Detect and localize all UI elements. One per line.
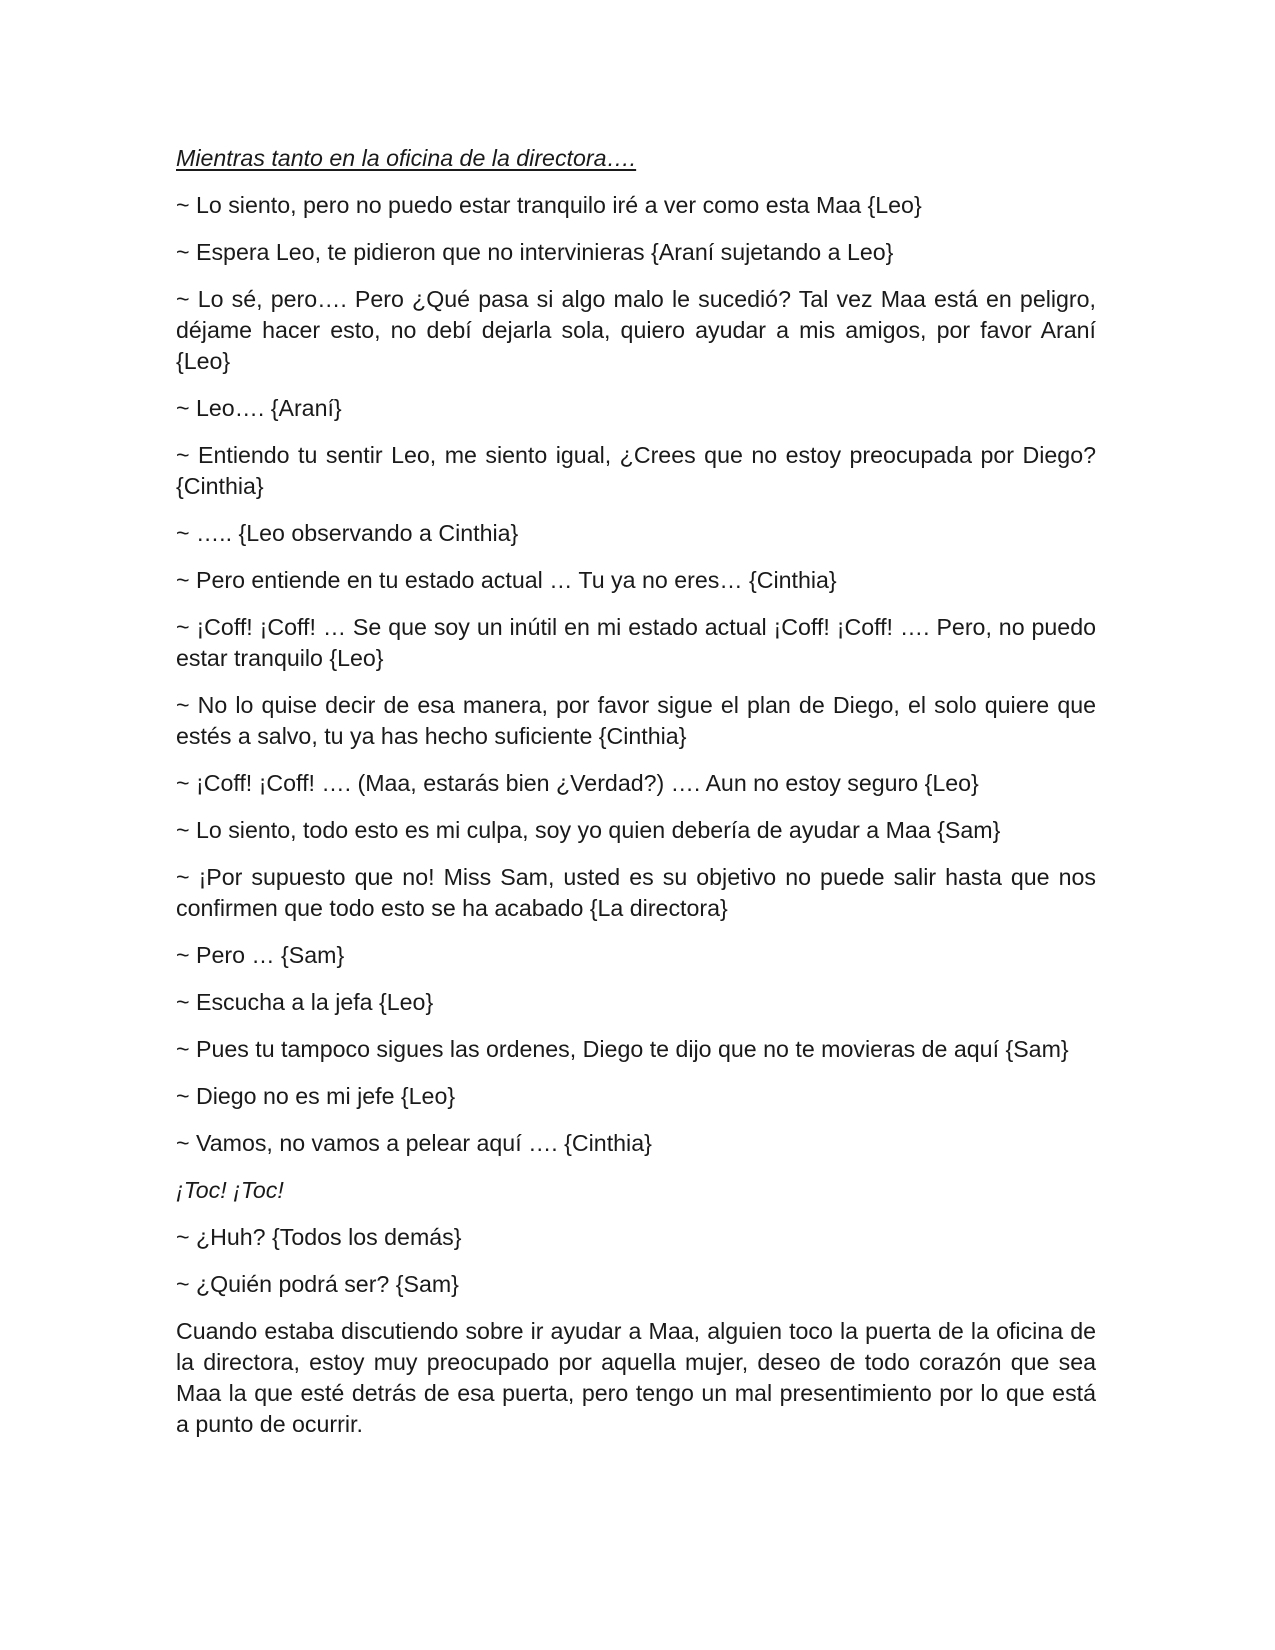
dialogue-line-3: ~ Lo sé, pero…. Pero ¿Qué pasa si algo malo le sucedió? Tal vez Maa está en peligro, déjame hacer esto, no debí dejarla sola, quiero ayudar a mis amigos, por favor Araní {Leo} xyxy=(176,286,1096,374)
dialogue-line-19: ~ ¿Quién podrá ser? {Sam} xyxy=(176,1271,459,1297)
dialogue-line-16: ~ Diego no es mi jefe {Leo} xyxy=(176,1083,456,1109)
scene-heading: Mientras tanto en la oficina de la directora…. xyxy=(176,145,637,171)
dialogue-line-17: ~ Vamos, no vamos a pelear aquí …. {Cinthia} xyxy=(176,1130,652,1156)
dialogue-line-1: ~ Lo siento, pero no puedo estar tranquilo iré a ver como esta Maa {Leo} xyxy=(176,192,922,218)
dialogue-line-4: ~ Leo…. {Araní} xyxy=(176,395,342,421)
closing-paragraph: Cuando estaba discutiendo sobre ir ayudar a Maa, alguien toco la puerta de la oficina de la directora, estoy muy preocupado por aquella mujer, deseo de todo corazón que sea Maa la que esté detrás de esa puerta, pero tengo un mal presentimiento por lo que está a punto de ocurrir. xyxy=(176,1318,1096,1437)
dialogue-line-15: ~ Pues tu tampoco sigues las ordenes, Diego te dijo que no te movieras de aquí {Sam} xyxy=(176,1036,1069,1062)
dialogue-line-9: ~ No lo quise decir de esa manera, por favor sigue el plan de Diego, el solo quiere que estés a salvo, tu ya has hecho suficiente {Cinthia} xyxy=(176,692,1096,749)
dialogue-line-14: ~ Escucha a la jefa {Leo} xyxy=(176,989,434,1015)
dialogue-line-6: ~ ….. {Leo observando a Cinthia} xyxy=(176,520,519,546)
dialogue-line-11: ~ Lo siento, todo esto es mi culpa, soy yo quien debería de ayudar a Maa {Sam} xyxy=(176,817,1001,843)
dialogue-line-7: ~ Pero entiende en tu estado actual … Tu ya no eres… {Cinthia} xyxy=(176,567,837,593)
dialogue-line-2: ~ Espera Leo, te pidieron que no intervinieras {Araní sujetando a Leo} xyxy=(176,239,894,265)
dialogue-line-5: ~ Entiendo tu sentir Leo, me siento igual, ¿Crees que no estoy preocupada por Diego? {Cinthia} xyxy=(176,442,1096,499)
dialogue-line-18: ~ ¿Huh? {Todos los demás} xyxy=(176,1224,462,1250)
dialogue-line-8: ~ ¡Coff! ¡Coff! … Se que soy un inútil en mi estado actual ¡Coff! ¡Coff! …. Pero, no puedo estar tranquilo {Leo} xyxy=(176,614,1096,671)
document-page xyxy=(176,143,1096,1456)
dialogue-line-12: ~ ¡Por supuesto que no! Miss Sam, usted es su objetivo no puede salir hasta que nos confirmen que todo esto se ha acabado {La directora} xyxy=(176,864,1096,921)
dialogue-line-13: ~ Pero … {Sam} xyxy=(176,942,345,968)
dialogue-line-10: ~ ¡Coff! ¡Coff! …. (Maa, estarás bien ¿Verdad?) …. Aun no estoy seguro {Leo} xyxy=(176,770,979,796)
sound-effect: ¡Toc! ¡Toc! xyxy=(176,1177,284,1203)
